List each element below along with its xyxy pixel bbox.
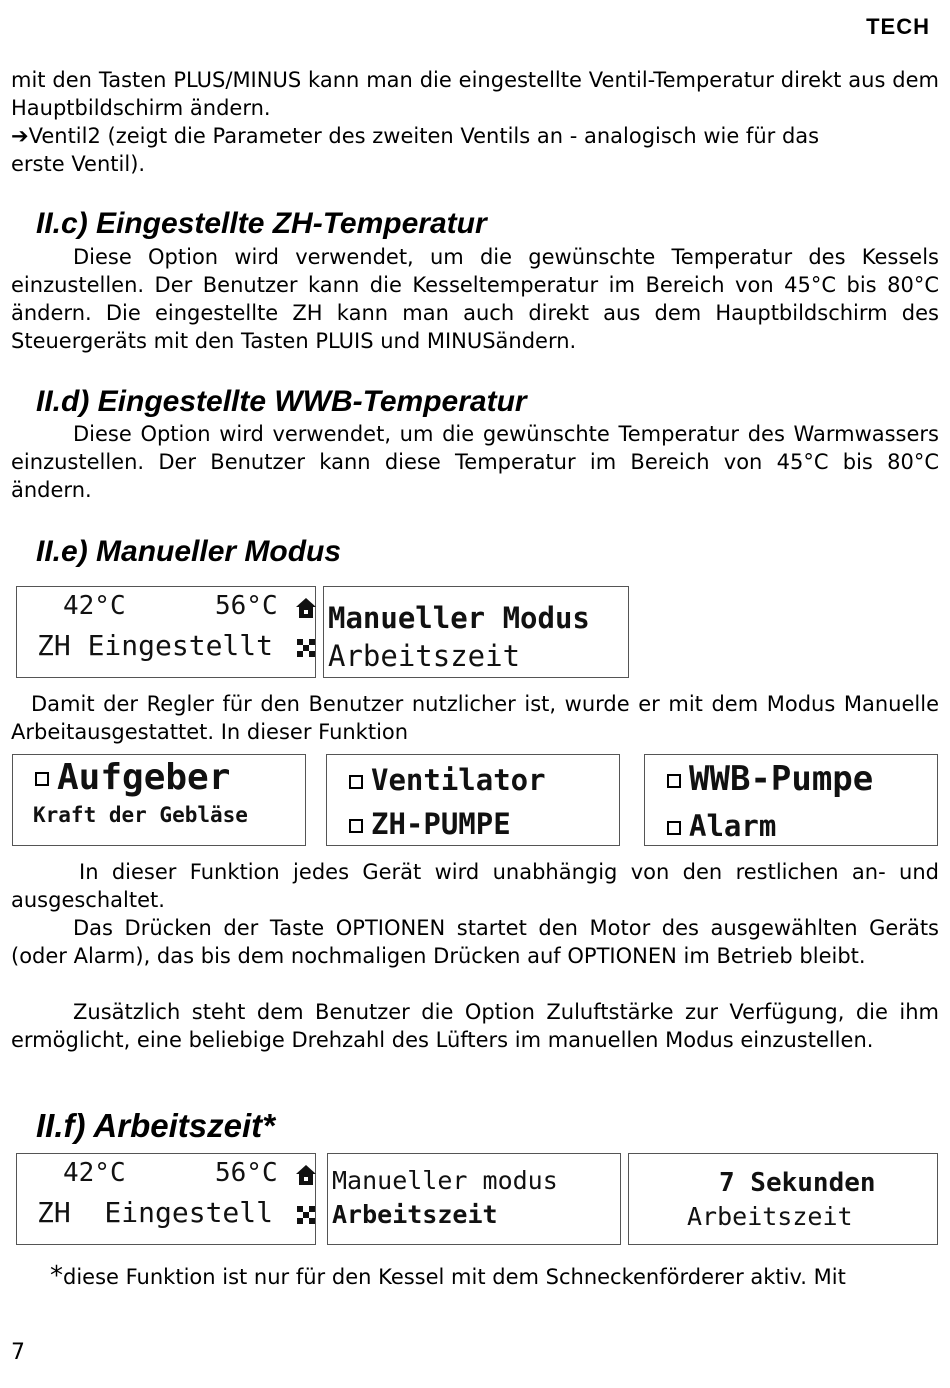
intro-ventil2-text: Ventil2 (zeigt die Parameter des zweiten Ventils an - analogisch wie für das erste Ventil). (11, 124, 820, 176)
lcd-ventilator (326, 754, 620, 846)
section-c-text: Diese Option wird verwendet, um die gewünschte Temperatur des Kessels einzustellen. Der Benutzer kann die Kesseltemperatur im Bereich von 45°C bis 80°C ändern. Die eingestellte ZH kann man auch direkt aus dem Hauptbildschirm des Steuergeräts mit den Tasten PLUIS und MINUSändern. (11, 245, 939, 353)
lcd-manual-mode-title: Manueller Modus (328, 601, 590, 635)
lcd-aufgeber-sub: Kraft der Gebläse (33, 803, 248, 827)
lcd-f-seconds-value: 7 Sekunden (719, 1168, 876, 1198)
brand-logo: TECH (866, 14, 930, 39)
lcd-aufgeber (12, 754, 306, 846)
page-number: 7 (11, 1340, 25, 1365)
lcd-manual-mode (323, 586, 629, 678)
fan-icon (295, 637, 317, 659)
section-e-text2: In dieser Funktion jedes Gerät wird unabhängig von den restlichen an- und ausgeschaltet. (11, 860, 939, 912)
lcd-alarm-label: Alarm (689, 809, 777, 843)
lcd-temp-current: 42°C (63, 591, 126, 621)
checkbox-icon (667, 774, 681, 788)
lcd-aufgeber-title (35, 757, 230, 798)
lcd-f-seconds (628, 1153, 938, 1245)
lcd-wwb-pumpe-label: WWB-Pumpe (689, 759, 874, 799)
lcd-manual-mode-sub: Arbeitszeit (328, 639, 521, 673)
lcd-ventilator-row (349, 763, 546, 797)
section-c-heading: II.c) Eingestellte ZH-Temperatur (36, 207, 487, 240)
lcd-f-seconds-label: Arbeitszeit (687, 1202, 853, 1231)
section-e-text1: Damit der Regler für den Benutzer nutzlicher ist, wurde er mit dem Modus Manuelle Arbeitausgestattet. In dieser Funktion (11, 692, 939, 744)
intro-ventil2 (11, 122, 871, 178)
section-e-heading: II.e) Manueller Modus (36, 535, 342, 568)
checkbox-icon (667, 821, 681, 835)
lcd-zh-label: ZH Eingestellt (37, 629, 274, 662)
lcd-wwb-pumpe (644, 754, 938, 846)
checkbox-icon (349, 775, 363, 789)
lcd-f-manual-mode-sub: Arbeitszeit (332, 1200, 498, 1229)
section-d-text: Diese Option wird verwendet, um die gewünschte Temperatur des Warmwassers einzustellen. Der Benutzer kann diese Temperatur im Bereich von 45°C bis 80°C ändern. (11, 422, 939, 502)
lcd-f-manual-mode-title: Manueller modus (332, 1166, 558, 1195)
section-e-text4: Zusätzlich steht dem Benutzer die Option Zuluftstärke zur Verfügung, die ihm ermöglicht, eine beliebige Drehzahl des Lüfters im manuellen Modus einzustellen. (11, 1000, 939, 1052)
checkbox-icon (349, 819, 363, 833)
arrow-right-icon: ➔ (11, 124, 29, 148)
lcd-f-zh-label: ZH Eingestell (37, 1196, 274, 1229)
fan-icon (295, 1204, 317, 1226)
lcd-f-temp-set: 56°C (215, 1158, 278, 1188)
intro-paragraph: mit den Tasten PLUS/MINUS kann man die eingestellte Ventil-Temperatur direkt aus dem Hauptbildschirm ändern. (11, 68, 939, 120)
house-icon (295, 597, 317, 619)
footnote-mark: * (50, 1261, 63, 1291)
footnote (50, 1262, 940, 1291)
section-f-heading: II.f) Arbeitszeit* (36, 1107, 275, 1144)
lcd-temp-set: 56°C (215, 591, 278, 621)
section-e-text3: Das Drücken der Taste OPTIONEN startet den Motor des ausgewählten Geräts (oder Alarm), das bis dem nochmaligen Drücken auf OPTIONEN im Betrieb bleibt. (11, 916, 939, 968)
lcd-f-temp-current: 42°C (63, 1158, 126, 1188)
lcd-ventilator-label: Ventilator (371, 763, 546, 797)
section-d-heading: II.d) Eingestellte WWB-Temperatur (36, 385, 527, 418)
lcd-zh-pumpe-label: ZH-PUMPE (371, 807, 511, 841)
checkbox-icon (35, 772, 49, 786)
footnote-text: diese Funktion ist nur für den Kessel mit dem Schneckenförderer aktiv. Mit (63, 1265, 846, 1289)
lcd-alarm-row (667, 809, 776, 843)
lcd-main-screen (16, 586, 316, 678)
lcd-f-main-screen (16, 1153, 316, 1245)
lcd-wwb-pumpe-row (667, 759, 873, 799)
lcd-aufgeber-label: Aufgeber (57, 757, 231, 798)
lcd-zh-pumpe-row (349, 807, 511, 841)
lcd-f-manual-mode (327, 1153, 621, 1245)
house-icon (295, 1164, 317, 1186)
